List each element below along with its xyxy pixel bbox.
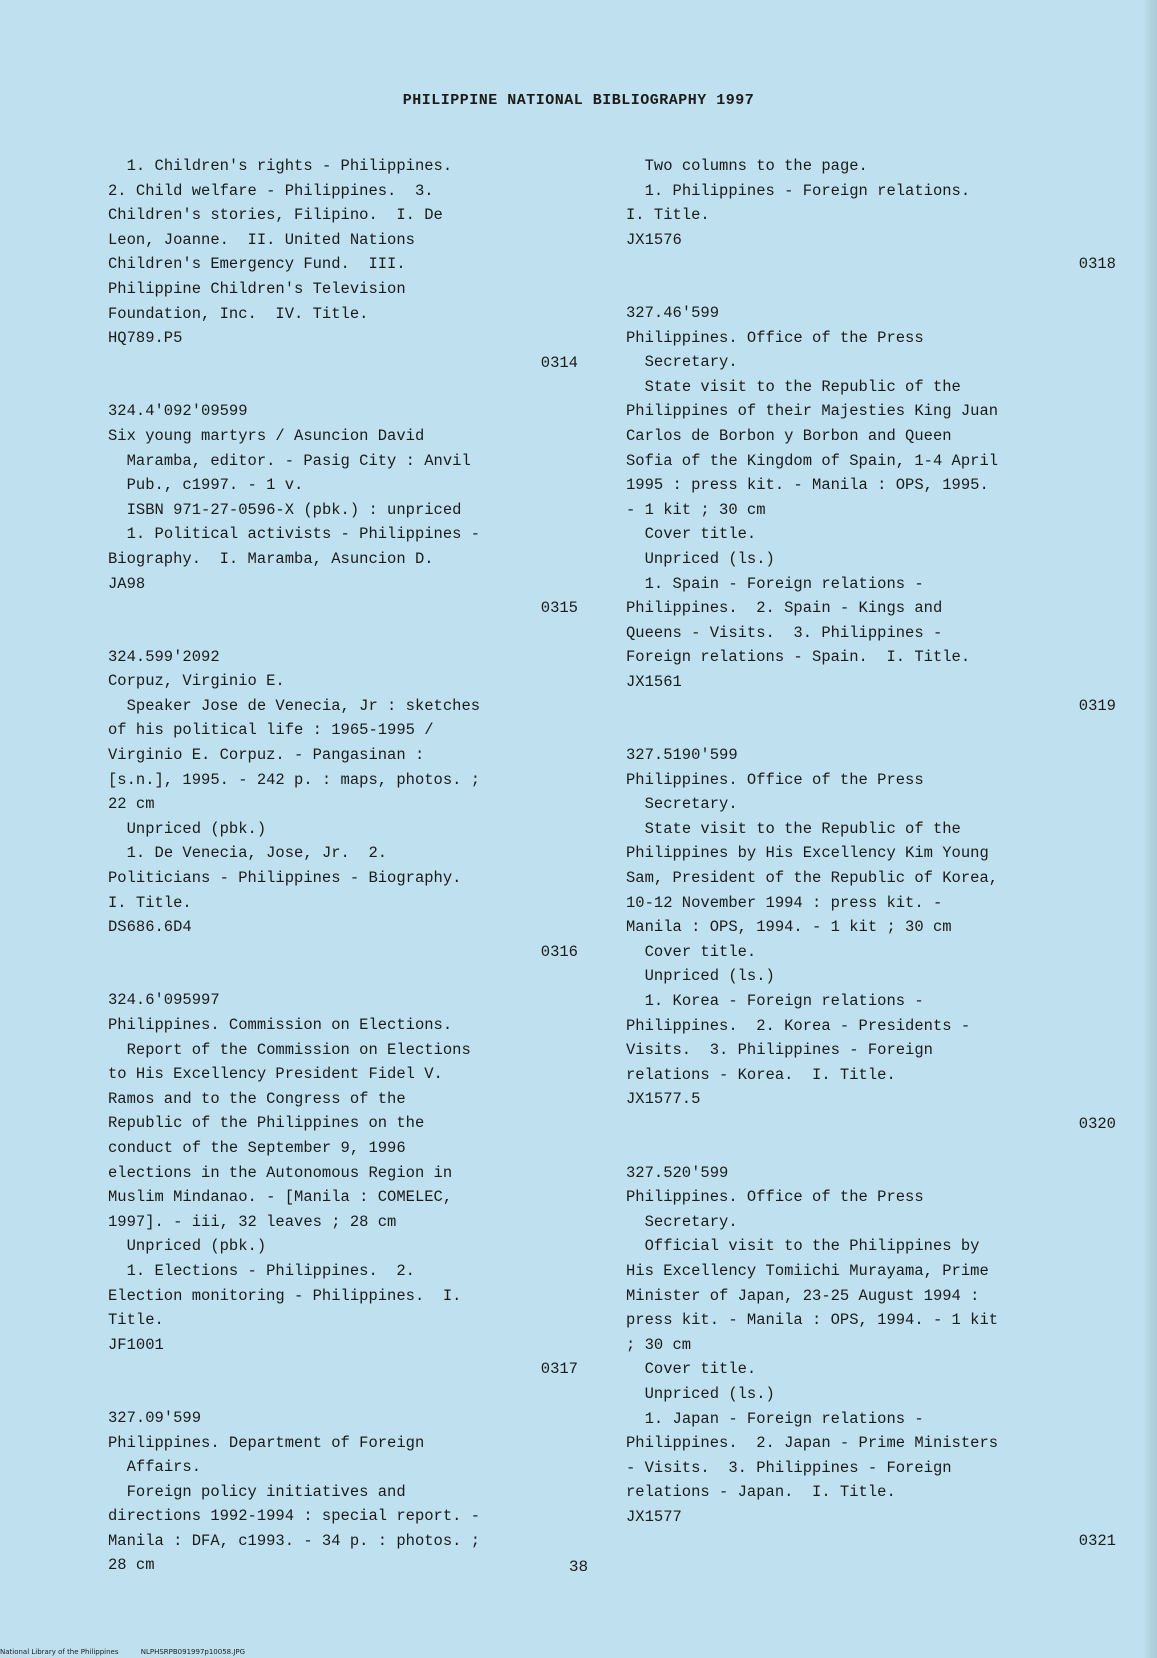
entry-line: Philippines. Commission on Elections. [108,1016,453,1034]
entry-line: Children's Emergency Fund. III. [108,255,406,274]
entry-line: 327.5190'599 [626,746,738,765]
entry-line: 10-12 November 1994 : press kit. - [626,893,943,912]
entry-gap [108,375,578,399]
entry-number: 0316 [540,942,578,961]
entry-line: Unpriced (pbk.) [108,819,267,838]
entry-line: Election monitoring - Philippines. I. [108,1286,462,1305]
entry-line: JX1576 [626,230,682,249]
left-column [108,154,578,1578]
footer [0,1648,265,1656]
entry-number: 0319 [1078,697,1116,716]
entry-line: Philippines. Office of the Press [626,1188,924,1207]
entry-line: Unpriced (pbk.) [108,1237,267,1256]
entry-line: I. Title. [626,206,710,225]
entry-line: Philippines of their Majesties King Juan [626,402,999,421]
entry-line: Biography. I. Maramba, Asuncion D. [108,549,434,568]
entry-line: Maramba, editor. - Pasig City : Anvil [108,451,471,470]
entry-line: Corpuz, Virginio E. [108,672,285,691]
entry-line: 1. De Venecia, Jose, Jr. 2. [108,844,388,863]
bibliography-entry [626,301,1116,719]
entry-line: Unpriced (ls.) [626,549,775,568]
entry-gap [108,964,578,988]
entry-line: State visit to the Republic of the [626,377,961,396]
entry-line: Virginio E. Corpuz. - Pangasinan : [108,746,425,765]
entry-line: Secretary. [626,353,738,372]
entry-line: Cover title. [626,942,757,961]
entry-line: JX1561 [626,672,682,691]
entry-line: Secretary. [626,1212,738,1231]
entry-line: Affairs. [108,1458,202,1477]
entry-line: Visits. 3. Philippines - Foreign [626,1041,933,1060]
entry-line: Secretary. [626,795,738,814]
entry-gap [108,621,578,645]
bibliography-entry [108,988,578,1382]
entry-line: Queens - Visits. 3. Philippines - [626,623,943,642]
entry-line: 1. Korea - Foreign relations - [626,992,924,1010]
entry-line: JX1577.5 [626,1090,701,1109]
entry-line: Politicians - Philippines - Biography. [108,869,462,888]
entry-line: DS686.6D4 [108,918,192,937]
entry-line: Philippines. Office of the Press [626,770,924,789]
entry-line: Philippines. 2. Japan - Prime Ministers [626,1434,999,1453]
entry-line: ; 30 cm [626,1335,692,1354]
entry-line: Ramos and to the Congress of the [108,1089,406,1108]
entry-gap [626,277,1116,301]
bibliography-entry [108,399,578,620]
entry-line: Speaker Jose de Venecia, Jr : sketches [108,696,481,715]
entry-line: Unpriced (ls.) [626,1384,775,1403]
entry-line: 28 cm [108,1556,155,1575]
entry-number: 0314 [540,353,578,372]
entry-line: elections in the Autonomous Region in [108,1163,453,1182]
entry-line: 1. Political activists - Philippines - [108,525,481,544]
entry-line: Manila : DFA, c1993. - 34 p. : photos. ; [108,1531,481,1550]
entry-line: Leon, Joanne. II. United Nations [108,230,415,249]
entry-line: Philippines by His Excellency Kim Young [626,844,989,863]
page-title: PHILIPPINE NATIONAL BIBLIOGRAPHY 1997 [402,92,755,109]
entry-line: Unpriced (ls.) [626,967,775,986]
entry-line: of his political life : 1965-1995 / [108,721,434,740]
entry-line: press kit. - Manila : OPS, 1994. - 1 kit [626,1311,999,1330]
entry-line: Official visit to the Philippines by [626,1237,980,1256]
entry-line: directions 1992-1994 : special report. - [108,1507,481,1526]
entry-line: relations - Korea. I. Title. [626,1065,896,1084]
entry-line: 327.520'599 [626,1163,729,1182]
entry-number: 0321 [1078,1532,1116,1551]
entry-line: Title. [108,1311,164,1330]
entry-line: His Excellency Tomiichi Murayama, Prime [626,1261,989,1280]
entry-line: I. Title. [108,893,192,912]
bibliography-entry [108,645,578,965]
entry-line: 327.46'599 [626,303,720,322]
entry-line: Sofia of the Kingdom of Spain, 1-4 April [626,451,999,470]
entry-line: 324.599'2092 [108,647,220,666]
entry-line: Muslim Mindanao. - [Manila : COMELEC, [108,1188,453,1207]
entry-line: 1. Philippines - Foreign relations. [626,181,971,200]
entry-line: [s.n.], 1995. - 242 p. : maps, photos. ; [108,770,481,789]
bibliography-entry [108,1406,578,1578]
page-edge-shadow [1143,0,1157,1658]
entry-number: 0320 [1078,1114,1116,1133]
entry-line: Foreign policy initiatives and [108,1482,406,1501]
entry-line: relations - Japan. I. Title. [626,1483,896,1502]
entry-line: HQ789.P5 [108,329,183,348]
entry-number: 0318 [1078,255,1116,274]
bibliography-entry [108,154,578,375]
entry-line: conduct of the September 9, 1996 [108,1138,406,1157]
footer-library: National Library of the Philippines [0,1648,119,1656]
footer-file: NLPHSRPB091997p10058.JPG [140,1648,246,1656]
entry-line: 2. Child welfare - Philippines. 3. [108,181,434,200]
entry-line: Report of the Commission on Elections [108,1040,471,1059]
entry-line: Philippines. 2. Korea - Presidents - [626,1016,971,1035]
page-number: 38 [568,1558,589,1576]
entry-line: Two columns to the page. [626,157,868,175]
entry-line: Philippines. Department of Foreign [108,1433,425,1452]
entry-line: Minister of Japan, 23-25 August 1994 : [626,1286,980,1305]
entry-line: ISBN 971-27-0596-X (pbk.) : unpriced [108,500,462,519]
entry-line: to His Excellency President Fidel V. [108,1065,443,1084]
entry-line: 1997]. - iii, 32 leaves ; 28 cm [108,1212,397,1231]
entry-line: JF1001 [108,1335,164,1354]
entry-line: Philippines. 2. Spain - Kings and [626,599,943,618]
entry-line: - 1 kit ; 30 cm [626,500,766,519]
entry-gap [626,719,1116,743]
entry-line: 327.09'599 [108,1408,202,1427]
entry-line: 1. Children's rights - Philippines. [108,157,453,175]
entry-line: Foreign relations - Spain. I. Title. [626,648,971,667]
entry-gap [626,1137,1116,1161]
entry-line: State visit to the Republic of the [626,819,961,838]
entry-line: Six young martyrs / Asuncion David [108,426,425,445]
entry-line: Pub., c1997. - 1 v. [108,476,304,495]
entry-line: Carlos de Borbon y Borbon and Queen [626,426,952,445]
entry-line: 1. Spain - Foreign relations - [626,574,924,593]
entry-line: 1995 : press kit. - Manila : OPS, 1995. [626,476,989,495]
entry-line: JX1577 [626,1507,682,1526]
bibliography-entry [626,743,1116,1137]
entry-line: 1. Elections - Philippines. 2. [108,1261,415,1280]
entry-line: Philippine Children's Television [108,279,406,298]
entry-number: 0317 [540,1360,578,1379]
entry-line: Children's stories, Filipino. I. De [108,206,443,225]
bibliography-entry [626,1161,1116,1555]
entry-line: 324.6'095997 [108,991,220,1010]
entry-line: 324.4'092'09599 [108,402,248,421]
entry-line: Manila : OPS, 1994. - 1 kit ; 30 cm [626,918,952,937]
bibliography-entry [626,154,1116,277]
entry-number: 0315 [540,599,578,618]
entry-line: Cover title. [626,525,757,544]
entry-line: Foundation, Inc. IV. Title. [108,304,369,323]
entry-line: 22 cm [108,795,155,814]
entry-line: JA98 [108,574,146,593]
entry-line: Cover title. [626,1360,757,1379]
entry-line: 1. Japan - Foreign relations - [626,1409,924,1428]
entry-gap [108,1382,578,1406]
entry-line: Philippines. Office of the Press [626,328,924,347]
entry-line: - Visits. 3. Philippines - Foreign [626,1458,952,1477]
entry-line: Republic of the Philippines on the [108,1114,425,1133]
right-column [626,154,1116,1554]
entry-line: Sam, President of the Republic of Korea, [626,869,999,888]
